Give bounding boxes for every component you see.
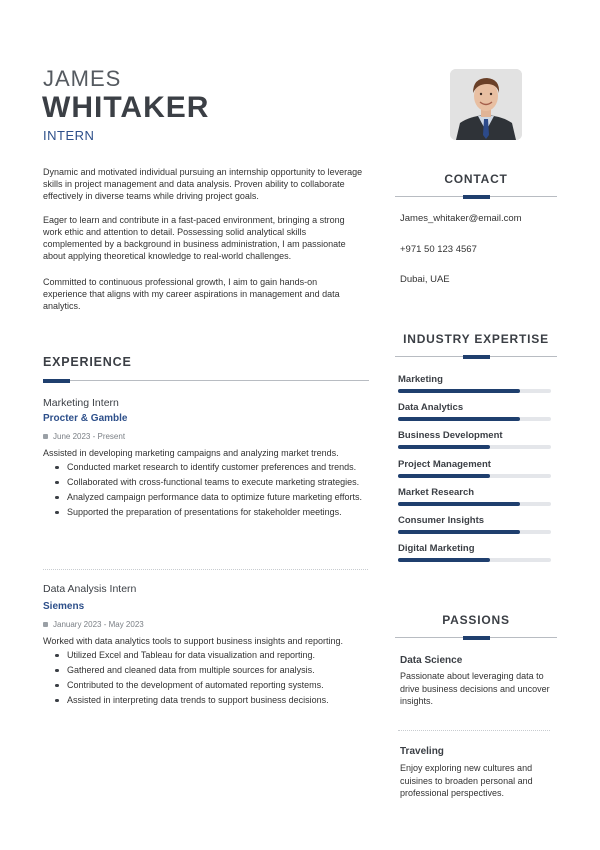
job-bullet: Assisted in interpreting data trends to support business decisions.: [55, 695, 370, 706]
first-name: JAMES: [43, 66, 122, 91]
job-role: Data Analysis Intern: [43, 583, 137, 595]
expertise-heading: INDUSTRY EXPERTISE: [403, 332, 549, 346]
job-date: January 2023 - May 2023: [53, 620, 144, 629]
passion-title: Data Science: [400, 655, 463, 666]
skill-label: Business Development: [398, 430, 503, 442]
job-description: Assisted in developing marketing campaigns and analyzing market trends.: [43, 448, 339, 458]
job-bullet: Analyzed campaign performance data to optimize future marketing efforts.: [55, 492, 370, 503]
skill-bar-track: [398, 530, 551, 534]
expertise-divider-accent: [463, 355, 490, 359]
skill-label: Project Management: [398, 458, 491, 470]
passions-heading: PASSIONS: [442, 613, 510, 627]
skill-bar-fill: [398, 389, 520, 393]
job-bullet: Contributed to the development of automated reporting systems.: [55, 680, 370, 691]
profile-photo: [450, 69, 522, 140]
skill-bar-fill: [398, 558, 490, 562]
calendar-icon: [43, 622, 48, 627]
job-bullet-list: [55, 650, 370, 710]
job-bullet: Supported the preparation of presentations for stakeholder meetings.: [55, 507, 370, 518]
contact-location: Dubai, UAE: [400, 274, 450, 285]
passion-text: Enjoy exploring new cultures and cuisines to broaden personal and professional perspectives.: [400, 763, 533, 798]
contact-phone[interactable]: +971 50 123 4567: [400, 244, 477, 255]
contact-email[interactable]: James_whitaker@email.com: [400, 213, 522, 224]
skill-bar-track: [398, 389, 551, 393]
skill-bar-track: [398, 558, 551, 562]
skill-bar-fill: [398, 474, 490, 478]
job-title: INTERN: [43, 128, 95, 143]
summary-paragraph-1: Dynamic and motivated individual pursuing an internship opportunity to leverage skills in project management and data analysis. Proven ability to collaborate effectively in diverse teams while driving project goals.: [43, 167, 363, 201]
skill-bar-fill: [398, 530, 520, 534]
job-bullet: Utilized Excel and Tableau for data visualization and reporting.: [55, 650, 370, 661]
job-date: June 2023 - Present: [53, 432, 126, 441]
summary-paragraph-3: Committed to continuous professional growth, I aim to gain hands-on experience that aligns with my career aspirations in management and data analytics.: [43, 277, 340, 311]
skill-bar-fill: [398, 417, 520, 421]
job-description: Worked with data analytics tools to support business insights and reporting.: [43, 636, 343, 646]
experience-heading: EXPERIENCE: [43, 355, 132, 369]
skill-label: Market Research: [398, 486, 475, 498]
passion-title: Traveling: [400, 746, 444, 757]
skill-label: Digital Marketing: [398, 543, 475, 555]
summary-paragraph-2: Eager to learn and contribute in a fast-paced environment, bringing a strong work ethic and attention to detail. Possessing solid analytical skills complemented by a background in business administration, I am passionate about applying theoretical knowledge to real-world challenges.: [43, 215, 346, 261]
skill-bar-track: [398, 502, 551, 506]
calendar-icon: [43, 434, 48, 439]
skill-bar-track: [398, 474, 551, 478]
skill-bar-track: [398, 445, 551, 449]
job-company: Procter & Gamble: [43, 413, 128, 424]
job-company: Siemens: [43, 601, 85, 612]
job-bullet-list: [55, 462, 370, 522]
experience-divider-accent: [43, 379, 70, 383]
passion-separator: [398, 730, 550, 731]
skill-label: Consumer Insights: [398, 515, 485, 526]
job-bullet: Gathered and cleaned data from multiple sources for analysis.: [55, 665, 370, 676]
last-name: WHITAKER: [42, 91, 210, 124]
experience-divider: [43, 380, 369, 381]
passion-text: Passionate about leveraging data to drive business decisions and uncover insights.: [400, 671, 550, 706]
contact-divider-accent: [463, 195, 490, 199]
skill-label: Data Analytics: [398, 402, 464, 414]
contact-heading: CONTACT: [444, 172, 508, 186]
job-bullet: Conducted market research to identify customer preferences and trends.: [55, 462, 370, 473]
job-role: Marketing Intern: [43, 397, 119, 409]
skill-bar-fill: [398, 502, 520, 506]
job-separator: [43, 569, 368, 570]
skill-bar-fill: [398, 445, 490, 449]
job-bullet: Collaborated with cross-functional teams to execute marketing strategies.: [55, 477, 370, 488]
skill-label: Marketing: [398, 374, 443, 385]
passions-divider-accent: [463, 636, 490, 640]
skill-bar-track: [398, 417, 551, 421]
